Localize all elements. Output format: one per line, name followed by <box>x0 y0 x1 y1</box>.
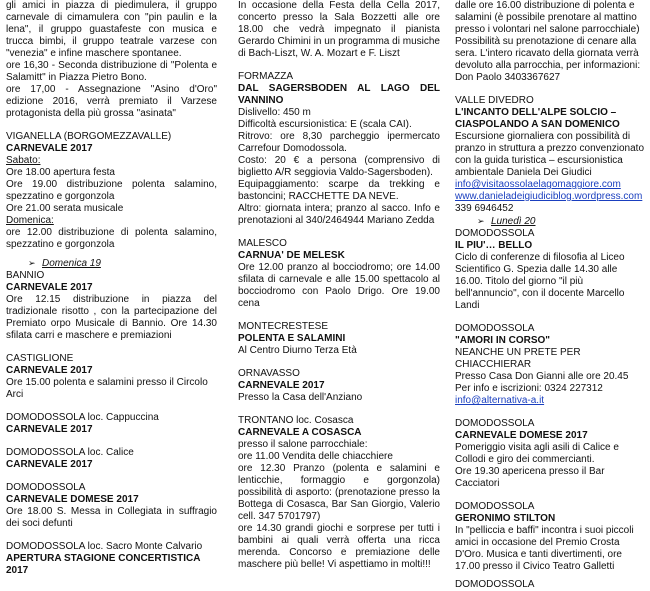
event-line: Costo: 20 € a persona (comprensivo di biglietto A/R seggiovia Valdo-Sagersboden). <box>238 155 440 178</box>
website-link[interactable]: www.danieladeigiudiciblog.wordpress.com <box>455 191 643 202</box>
event-title: CARNEVALE 2017 <box>6 365 93 376</box>
intro-text: In occasione della Festa della Cella 2017, concerto presso la Sala Bozzetti alle ore 18.00 che vedrà impegnato il pianista Gerardo Chimini in un programma di musiche di Bach-Liszt, W. A. Mozart e F. Liszt <box>238 0 440 59</box>
event-place: CASTIGLIONE <box>6 353 74 364</box>
email-link[interactable]: info@visitaossolaelagomaggiore.com <box>455 179 621 190</box>
event-title: CARNEVALE DOMESE 2017 <box>455 430 588 441</box>
event-line: Altro: giornata intera; pranzo al sacco. Info e prenotazioni al 340/2464944 Mariano Zedda <box>238 203 440 226</box>
event-line: Ritrovo: ore 8,30 parcheggio ipermercato Carrefour Domodossola. <box>238 131 440 154</box>
event-title: APERTURA STAGIONE CONCERTISTICA 2017 <box>6 553 201 576</box>
event-title: DAL SAGERSBODEN AL LAGO DEL VANNINO <box>238 83 440 106</box>
intro-text-2: ore 16,30 - Seconda distribuzione di "Polenta e Salamitt" in Piazza Pietro Bono. <box>6 60 217 83</box>
intro-text: gli amici in piazza di piedimulera, il gruppo carnevale di cimamulera con "pin paulin e la lena", il gruppo guastafeste con musica e trucca bimbi, il gruppo teatrale varzese con "venezia" e infine maschere spontanee. <box>6 0 217 59</box>
event-text: Ore 19.30 apericena presso il Bar Cacciatori <box>455 466 605 489</box>
event-subtitle: NEANCHE UN PRETE PER CHIACCHIERAR <box>455 347 581 370</box>
event-place: DOMODOSSOLA <box>455 579 535 590</box>
event-line: presso il salone parrocchiale: <box>238 439 368 450</box>
event-line: Ore 18.00 apertura festa <box>6 167 115 178</box>
column-2 <box>238 0 440 571</box>
event-line: Ore 19.00 distribuzione polenta salamino, spezzatino e gorgonzola <box>6 179 217 202</box>
event-title: CARNEVALE 2017 <box>6 424 93 435</box>
event-title: GERONIMO STILTON <box>455 513 556 524</box>
day-heading <box>6 257 217 270</box>
event-place: DOMODOSSOLA <box>455 228 535 239</box>
event-line: ore 14.30 grandi giochi e sorprese per tutti i bambini ai quali verrà offerta una ricca merenda. Concorso e premiazione delle maschere più belle! Vi aspettiamo in molti!!! <box>238 523 440 570</box>
event-title: L'INCANTO DELL'ALPE SOLCIO – CIASPOLANDO A SAN DOMENICO <box>455 107 620 130</box>
event-place: BANNIO <box>6 270 45 281</box>
column-3 <box>455 0 645 591</box>
event-text: In "pelliccia e baffi" incontra i suoi piccoli amici in occasione del Premio Crosta D'Oro. Musica e tanti divertimenti, ore 17.00 presso il Civico Teatro Galletti <box>455 525 634 572</box>
intro-text-3: ore 17,00 - Assegnazione "Asino d'Oro" edizione 2016, verrà premiato il Varzese protagonista della più grossa "asinata" <box>6 84 217 119</box>
day-label: Domenica: <box>6 215 54 226</box>
event-text: Ore 12.15 distribuzione in piazza del tradizionale risotto , con la partecipazione del Premiato orpo Musicale di Bannio. Ore 14.30 sfilata carri e maschere e premiazioni <box>6 294 217 341</box>
event-place: VIGANELLA (BORGOMEZZAVALLE) <box>6 131 172 142</box>
event-title: CARNUA' DE MELESK <box>238 250 345 261</box>
event-line: Per info e iscrizioni: 0324 227312 <box>455 383 603 394</box>
event-title: CARNEVALE 2017 <box>6 459 93 470</box>
event-text: Ore 18.00 S. Messa in Collegiata in suffragio dei soci defunti <box>6 506 217 529</box>
event-title: CARNEVALE A COSASCA <box>238 427 362 438</box>
event-text: Ore 15.00 polenta e salamini presso il Circolo Arci <box>6 377 208 400</box>
column-1 <box>6 0 217 577</box>
event-place: DOMODOSSOLA loc. Cappuccina <box>6 412 159 423</box>
day-heading-label: Lunedì 20 <box>491 216 536 227</box>
event-title: CARNEVALE 2017 <box>6 143 93 154</box>
event-place: VALLE DIVEDRO <box>455 95 534 106</box>
event-title: CARNEVALE 2017 <box>238 380 325 391</box>
event-line: ore 11.00 Vendita delle chiacchiere <box>238 451 393 462</box>
event-text: Pomeriggio visita agli asili di Calice e Collodi e giro dei commercianti. <box>455 442 619 465</box>
event-line: Dislivello: 450 m <box>238 107 311 118</box>
event-line: Equipaggiamento: scarpe da trekking e bastoncini; RACCHETTE DA NEVE. <box>238 179 440 202</box>
event-title: IL PIU'… BELLO <box>455 240 533 251</box>
event-place: DOMODOSSOLA loc. Sacro Monte Calvario <box>6 541 203 552</box>
event-title: POLENTA E SALAMINI <box>238 333 346 344</box>
event-place: DOMODOSSOLA <box>6 482 86 493</box>
event-place: ORNAVASSO <box>238 368 300 379</box>
arrow-icon: ➢ <box>477 216 485 226</box>
intro-text: dalle ore 16.00 distribuzione di polenta e salamini (è possibile prenotare al mattino presso i volontari nel salone parrocchiale) Possibilità su prenotazione di cenare alla sera. L'intero ricavato della giornata verrà devoluto alla parrocchia, per informazioni: Don Paolo 3403367627 <box>455 0 641 83</box>
event-title: "AMORI IN CORSO" <box>455 335 551 346</box>
event-place: FORMAZZA <box>238 71 293 82</box>
event-title: CARNEVALE 2017 <box>6 282 93 293</box>
event-text: Escursione giornaliera con possibilità di pranzo in struttura a prezzo convenzionato con la guida turistica – escursionistica ambientale Daniela Dei Giudici <box>455 131 644 178</box>
event-line: Difficoltà escursionistica: E (scala CAI). <box>238 119 412 130</box>
event-line: ore 12.30 Pranzo (polenta e salamini e lenticchie, formaggio e gorgonzola) possibilità di asporto: (prenotazione presso la Bottega di Cosasca, Bar San Giorgio, Valerio cell. 347 5701797) <box>238 463 440 522</box>
event-place: TRONTANO loc. Cosasca <box>238 415 354 426</box>
event-text: Presso la Casa dell'Anziano <box>238 392 363 403</box>
event-place: DOMODOSSOLA <box>455 323 535 334</box>
phone-number: 339 6946452 <box>455 203 514 214</box>
event-title: CARNEVALE DOMESE 2017 <box>6 494 139 505</box>
day-heading-label: Domenica 19 <box>42 258 101 269</box>
event-line: Presso Casa Don Gianni alle ore 20.45 <box>455 371 629 382</box>
event-place: MALESCO <box>238 238 287 249</box>
event-line: ore 12.00 distribuzione di polenta salamino, spezzatino e gorgonzola <box>6 227 217 250</box>
arrow-icon: ➢ <box>28 258 36 268</box>
event-place: MONTECRESTESE <box>238 321 329 332</box>
event-place: DOMODOSSOLA <box>455 501 535 512</box>
event-place: DOMODOSSOLA <box>455 418 535 429</box>
day-heading <box>455 215 645 228</box>
event-line: Ore 21.00 serata musicale <box>6 203 124 214</box>
event-text: Al Centro Diurno Terza Età <box>238 345 357 356</box>
event-text: Ore 12.00 pranzo al bocciodromo; ore 14.00 sfilata di carnevale e alle 15.00 spettacolo al bocciodromo con Paolo Drigo. Ore 19.00 cena <box>238 262 440 309</box>
event-text: Ciclo di conferenze di filosofia al Liceo Scientifico G. Spezia dalle 14.30 alle 16.00. Titolo del giorno "il più bell'annuncio", con il docente Marcello Landi <box>455 252 625 311</box>
day-label: Sabato: <box>6 155 41 166</box>
email-link[interactable]: info@alternativa-a.it <box>455 395 545 406</box>
event-place: DOMODOSSOLA loc. Calice <box>6 447 134 458</box>
